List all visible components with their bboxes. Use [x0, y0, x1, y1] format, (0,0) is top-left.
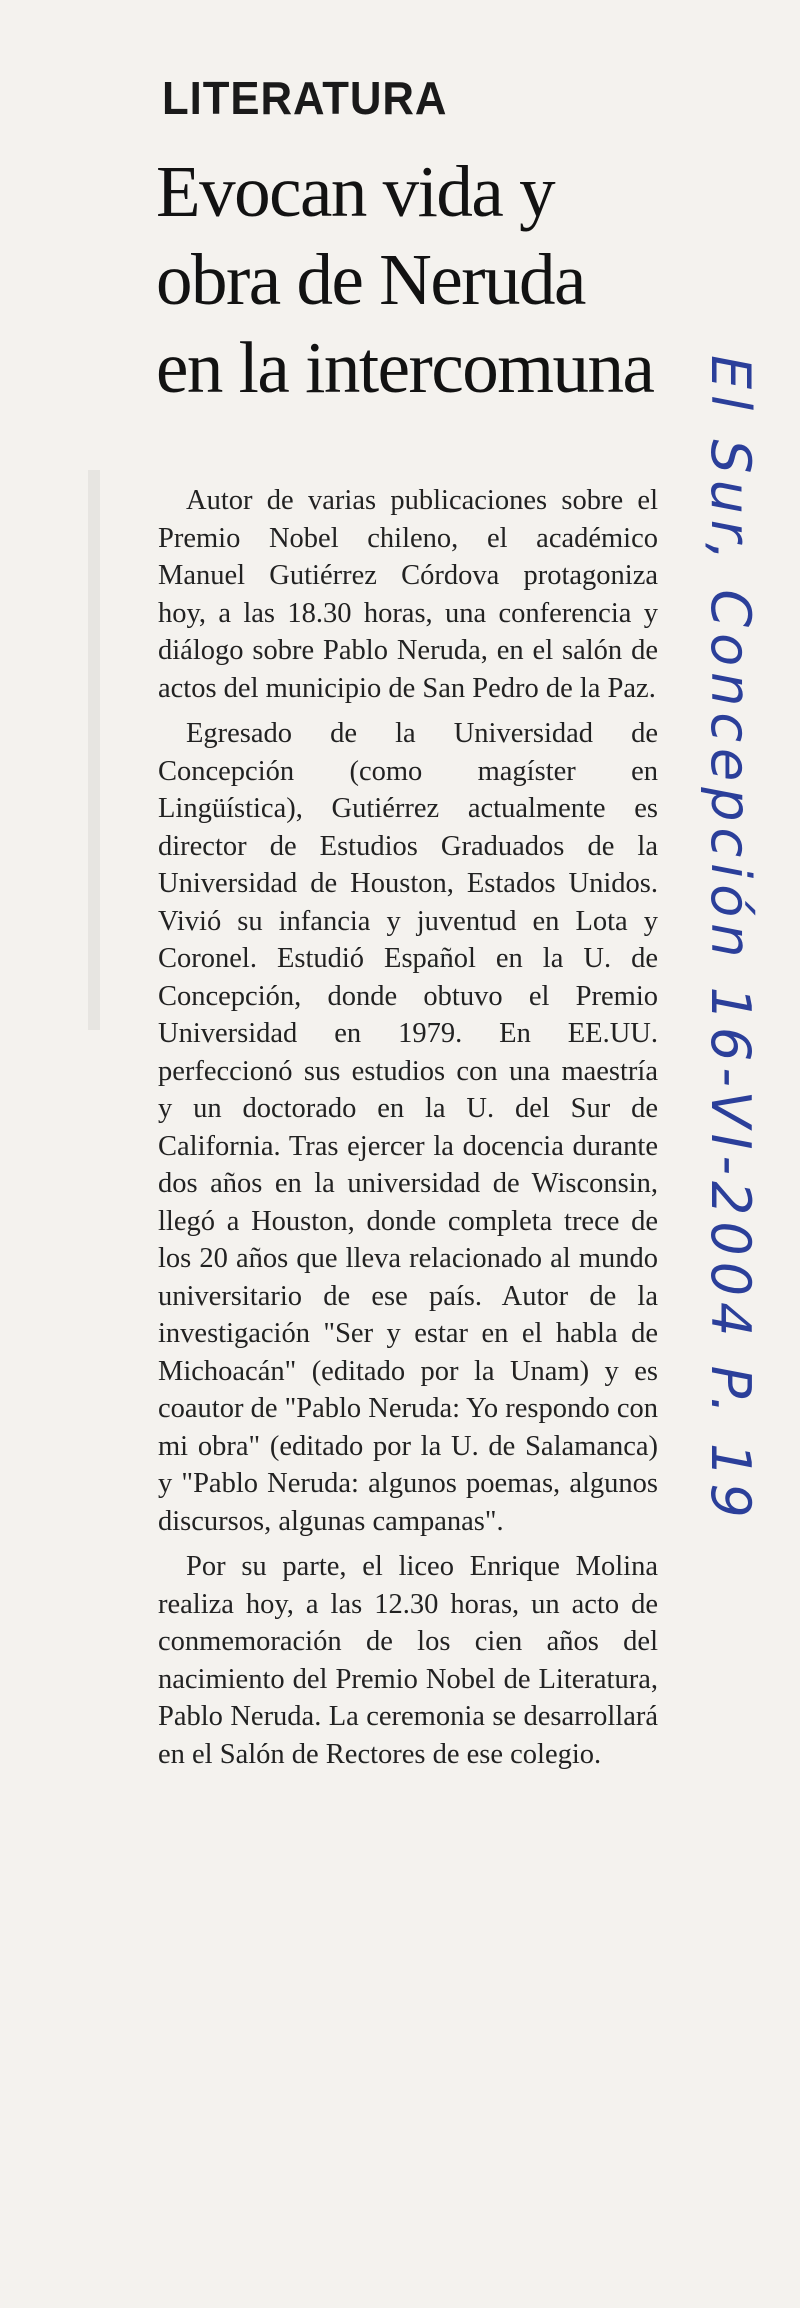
- paragraph-3: Por su parte, el liceo Enrique Molina realiza hoy, a las 12.30 horas, un acto de conmemoración de los cien años del nacimiento del Premio Nobel de Literatura, Pablo Neruda. La ceremonia se desarrollará en el Salón de Rectores de ese colegio.: [158, 1551, 658, 1770]
- section-label: LITERATURA: [162, 72, 448, 124]
- paragraph-1: Autor de varias publicaciones sobre el Premio Nobel chileno, el académico Manuel Gutiérrez Córdova protagoniza hoy, a las 18.30 horas, una conferencia y diálogo sobre Pablo Neruda, en el salón de actos del municipio de San Pedro de la Paz.: [158, 485, 658, 704]
- article-body: [158, 482, 658, 1773]
- headline: [156, 148, 670, 412]
- newspaper-clipping: [150, 60, 670, 2240]
- paragraph-2: Egresado de la Universidad de Concepción (como magíster en Lingüística), Gutiérrez actualmente es director de Estudios Graduados de la Universidad de Houston, Estados Unidos. Vivió su infancia y juventud en Lota y Coronel. Estudió Español en la U. de Concepción, donde obtuvo el Premio Universidad en 1979. En EE.UU. perfeccionó sus estudios con una maestría y un doctorado en la U. del Sur de California. Tras ejercer la docencia durante dos años en la universidad de Wisconsin, llegó a Houston, donde completa trece de los 20 años que lleva relacionado al mundo universitario de ese país. Autor de la investigación "Ser y estar en el habla de Michoacán" (editado por la Unam) y es coautor de "Pablo Neruda: Yo respondo con mi obra" (editado por la U. de Salamanca) y "Pablo Neruda: algunos poemas, algunos discursos, algunas campanas".: [158, 718, 659, 1537]
- headline-line-2: obra de Neruda: [156, 239, 585, 320]
- scan-shadow: [88, 470, 100, 1030]
- handwritten-source-note: El Sur, Concepción 16-VI-2004 P. 19: [699, 355, 762, 1524]
- headline-line-3: en la intercomuna: [156, 327, 654, 408]
- headline-line-1: Evocan vida y: [156, 151, 555, 232]
